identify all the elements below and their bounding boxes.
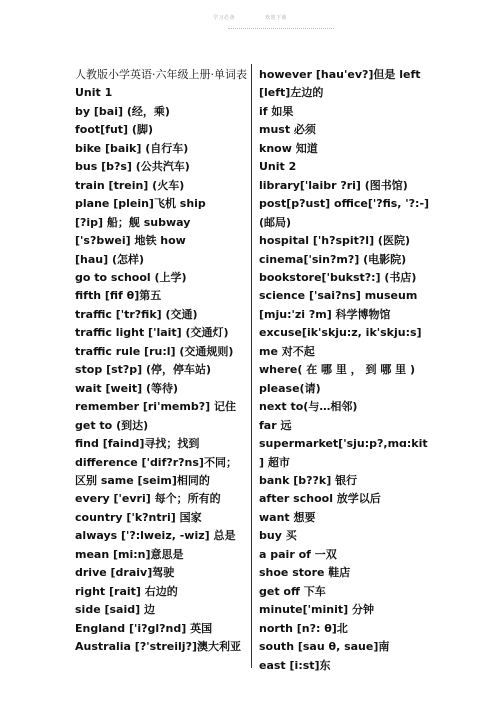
vocab-line: difference ['dif?r?ns]不同；区别 same [seim]相同的 — [75, 455, 237, 487]
vocab-line: plane [plein]飞机 ship — [75, 197, 206, 211]
vocab-line: find [faind]寻找；找到 — [75, 437, 200, 451]
vocab-line: traffic ['tr?fik] (交通) — [75, 307, 198, 321]
header-rule — [228, 28, 334, 29]
vocab-line: [?ip] 船；舰 subway — [75, 215, 191, 229]
vocab-line: go to school (上学) — [75, 270, 187, 284]
vocab-line: must 必须 — [259, 123, 316, 137]
vocab-line: stop [st?p] (停，停车站) — [75, 363, 212, 377]
vocab-line: east [i:st]东 — [259, 658, 331, 672]
vocab-line: every ['evri] 每个；所有的 — [75, 492, 221, 506]
vocab-line: country ['k?ntri] 国家 — [75, 510, 202, 524]
vocab-line: excuse[ik'skju:z, ik'skju:s] me 对不起 — [259, 326, 422, 358]
vocab-line: cinema['sin?m?] (电影院) — [259, 252, 407, 266]
vocab-line: remember [ri'memb?] 记住 — [75, 400, 236, 414]
vocab-line: Unit 1 — [75, 86, 113, 100]
vocab-line: [hau] (怎样) — [75, 252, 145, 266]
vocab-line: [mju:'zi ?m] 科学博物馆 — [259, 307, 391, 321]
vocab-line: know 知道 — [259, 141, 318, 155]
vocab-line: traffic rule [ru:l] (交通规则) — [75, 344, 234, 358]
vocab-line: mean [mi:n]意思是 — [75, 547, 184, 561]
vocab-line: 人教版小学英语·六年级上册·单词表 — [75, 68, 247, 81]
vocab-line: shoe store 鞋店 — [259, 566, 351, 580]
vocab-line: post[p?ust] office['?fis, '?:-] (邮局) — [259, 197, 430, 229]
column-divider — [251, 64, 252, 668]
vocab-line: however [hau'ev?]但是 left [left]左边的 — [259, 68, 421, 100]
header-right-text: 欢迎下载 — [265, 15, 288, 21]
vocab-line: science ['sai?ns] museum — [259, 289, 418, 303]
vocab-line: south [sau θ, saue]南 — [259, 640, 390, 654]
vocab-line: traffic light ['lait] (交通灯) — [75, 326, 229, 340]
vocab-line: far 远 — [259, 418, 292, 432]
vocab-line: side [said] 边 — [75, 603, 155, 617]
vocab-line: Unit 2 — [259, 160, 297, 174]
vocab-line: next to(与…相邻) — [259, 400, 358, 414]
header-left-text: 学习必备 — [212, 15, 235, 21]
vocab-line: a pair of 一双 — [259, 547, 337, 561]
vocab-line: right [rait] 右边的 — [75, 584, 178, 598]
page-header — [0, 14, 500, 21]
right-column — [259, 66, 431, 675]
vocab-line: after school 放学以后 — [259, 492, 381, 506]
vocab-line: train [trein] (火车) — [75, 178, 185, 192]
vocab-line: bookstore['bukst?:] (书店) — [259, 270, 417, 284]
vocab-line: please(请) — [259, 381, 321, 395]
vocab-line: Australia [?'streilj?]澳大利亚 — [75, 640, 241, 654]
vocab-line: wait [weit] (等待) — [75, 381, 179, 395]
left-column — [75, 66, 247, 657]
vocab-line: if 如果 — [259, 104, 294, 118]
vocab-line: bank [b??k] 银行 — [259, 473, 358, 487]
vocab-line: foot[fut] (脚) — [75, 123, 153, 137]
vocab-line: get off 下车 — [259, 584, 326, 598]
vocab-line: buy 买 — [259, 529, 297, 543]
vocab-line: drive [draiv]驾驶 — [75, 566, 175, 580]
vocab-line: minute['minit] 分钟 — [259, 603, 374, 617]
vocab-line: bus [b?s] (公共汽车) — [75, 160, 190, 174]
vocab-line: get to (到达) — [75, 418, 149, 432]
vocab-line: hospital ['h?spit?l] (医院) — [259, 234, 410, 248]
vocab-line: want 想要 — [259, 510, 316, 524]
vocab-line: where( 在 哪 里 ， 到 哪 里 ) — [259, 363, 416, 377]
vocab-line: by [bai] (经，乘) — [75, 104, 170, 118]
vocab-line: ['s?bwei] 地铁 how — [75, 234, 186, 248]
vocab-line: north [n?: θ]北 — [259, 621, 348, 635]
vocab-line: fifth [fif θ]第五 — [75, 289, 162, 303]
vocab-line: library['laibr ?ri] (图书馆) — [259, 178, 408, 192]
vocab-line: bike [baik] (自行车) — [75, 141, 189, 155]
vocab-line: supermarket['sju:p?,mɑ:kit] 超市 — [259, 437, 428, 469]
vocab-line: England ['i?gl?nd] 英国 — [75, 621, 213, 635]
vocab-line: always ['?:lweiz, -wiz] 总是 — [75, 529, 236, 543]
